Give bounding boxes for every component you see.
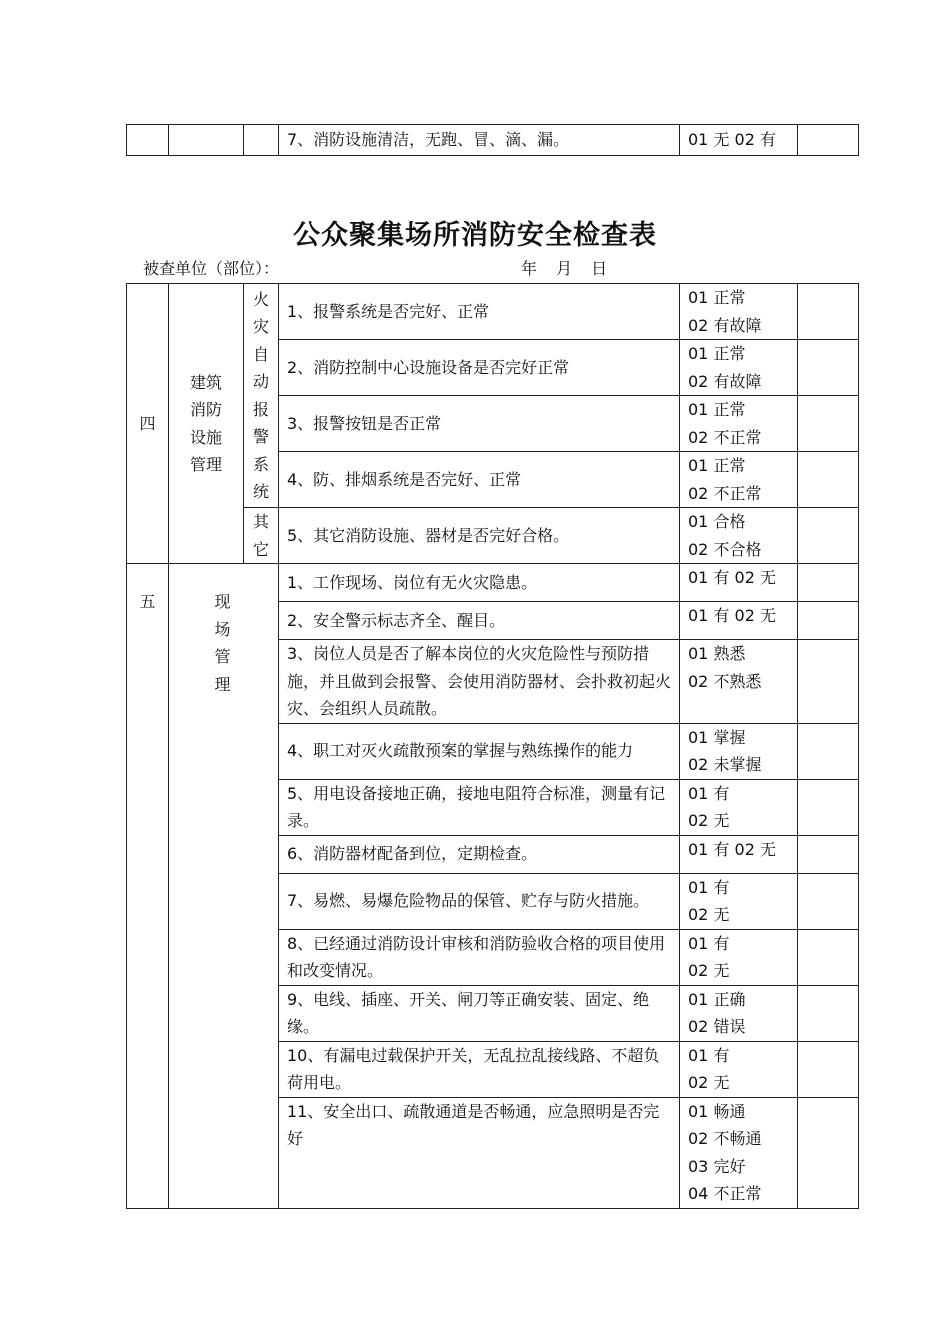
mark-cell — [798, 284, 859, 340]
check-item: 1、报警系统是否完好、正常 — [279, 284, 680, 340]
check-item: 10、有漏电过载保护开关，无乱拉乱接线路、不超负荷用电。 — [279, 1041, 680, 1097]
mark-cell — [798, 779, 859, 835]
check-result: 01 正常 02 不正常 — [680, 396, 798, 452]
mark-cell — [798, 396, 859, 452]
subcategory-text: 火灾自动报警系统 — [252, 289, 269, 501]
mark-cell — [798, 1097, 859, 1208]
check-item: 2、安全警示标志齐全、醒目。 — [279, 602, 680, 640]
check-item: 11、安全出口、疏散通道是否畅通，应急照明是否完好 — [279, 1097, 680, 1208]
check-result: 01 有 02 无 — [680, 1041, 798, 1097]
check-result: 01 正常 02 有故障 — [680, 340, 798, 396]
mark-cell — [798, 602, 859, 640]
check-item: 8、已经通过消防设计审核和消防验收合格的项目使用和改变情况。 — [279, 929, 680, 985]
subcategory-fire-alarm — [244, 284, 279, 508]
mark-cell — [798, 929, 859, 985]
mark-cell — [798, 564, 859, 602]
section-number: 四 — [127, 284, 169, 564]
check-result: 01 有 02 无 — [680, 835, 798, 873]
section-category — [169, 564, 279, 1209]
check-item: 1、工作现场、岗位有无火灾隐患。 — [279, 564, 680, 602]
check-result: 01 合格 02 不合格 — [680, 508, 798, 564]
mark-cell — [798, 125, 859, 156]
check-result: 01 无 02 有 — [680, 125, 798, 156]
inspected-unit-label: 被查单位（部位）： — [143, 259, 280, 278]
empty-cell — [169, 125, 244, 156]
check-item: 3、岗位人员是否了解本岗位的火灾危险性与预防措施，并且做到会报警、会使用消防器材、会扑救初起火灾、会组织人员疏散。 — [279, 640, 680, 724]
check-result: 01 有 02 无 — [680, 602, 798, 640]
mark-cell — [798, 340, 859, 396]
empty-cell — [244, 125, 279, 156]
check-result: 01 正常 02 不正常 — [680, 452, 798, 508]
check-item: 5、用电设备接地正确，接地电阻符合标准，测量有记录。 — [279, 779, 680, 835]
mark-cell — [798, 873, 859, 929]
category-text: 现场管理 — [214, 592, 231, 694]
empty-cell — [127, 125, 169, 156]
check-result: 01 畅通 02 不畅通 03 完好 04 不正常 — [680, 1097, 798, 1208]
date-label: 年 月 日 — [521, 259, 608, 278]
check-item: 9、电线、插座、开关、闸刀等正确安装、固定、绝缘。 — [279, 985, 680, 1041]
check-item: 6、消防器材配备到位，定期检查。 — [279, 835, 680, 873]
subcategory-text: 其它 — [252, 512, 269, 559]
check-result: 01 有 02 无 — [680, 873, 798, 929]
check-result: 01 正确 02 错误 — [680, 985, 798, 1041]
subcategory-other — [244, 508, 279, 564]
check-item: 7、易燃、易爆危险物品的保管、贮存与防火措施。 — [279, 873, 680, 929]
table-row — [127, 284, 859, 340]
check-result: 01 有 02 无 — [680, 929, 798, 985]
check-result: 01 掌握 02 未掌握 — [680, 723, 798, 779]
table-row — [127, 564, 859, 602]
section-number: 五 — [127, 564, 169, 1209]
mark-cell — [798, 723, 859, 779]
mark-cell — [798, 985, 859, 1041]
mark-cell — [798, 640, 859, 724]
mark-cell — [798, 508, 859, 564]
check-result: 01 有 02 无 — [680, 564, 798, 602]
check-item: 4、职工对灭火疏散预案的掌握与熟练操作的能力 — [279, 723, 680, 779]
check-item: 4、防、排烟系统是否完好、正常 — [279, 452, 680, 508]
check-result: 01 熟悉 02 不熟悉 — [680, 640, 798, 724]
check-result: 01 有 02 无 — [680, 779, 798, 835]
check-result: 01 正常 02 有故障 — [680, 284, 798, 340]
page-title: 公众聚集场所消防安全检查表 — [293, 220, 657, 251]
section-category — [169, 284, 244, 564]
inspection-table — [126, 283, 859, 1209]
category-text: 建筑消防设施管理 — [189, 372, 222, 474]
check-item: 5、其它消防设施、器材是否完好合格。 — [279, 508, 680, 564]
table-row — [127, 125, 859, 156]
check-item: 2、消防控制中心设施设备是否完好正常 — [279, 340, 680, 396]
mark-cell — [798, 835, 859, 873]
check-item: 7、消防设施清洁，无跑、冒、滴、漏。 — [279, 125, 680, 156]
continued-table — [126, 124, 859, 156]
check-item: 3、报警按钮是否正常 — [279, 396, 680, 452]
mark-cell — [798, 1041, 859, 1097]
mark-cell — [798, 452, 859, 508]
